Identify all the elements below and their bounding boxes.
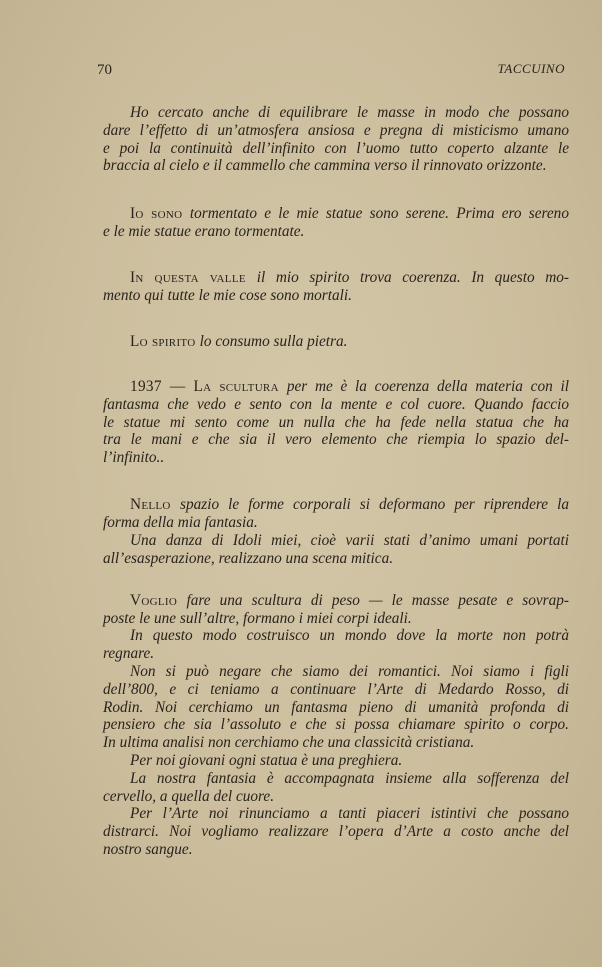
page-number: 70 [97, 62, 112, 78]
line-text: all’esasperazione, realizzano una scena mitica. [103, 549, 394, 567]
paragraph [103, 104, 569, 175]
line-text: lo consumo sulla pietra. [199, 333, 348, 350]
paragraph [103, 770, 569, 806]
paragraph [103, 532, 569, 568]
line-text: il mio spirito trova coerenza. In questo mo- [256, 269, 569, 286]
line-text: tormentato e le mie statue sono serene. Prima ero sereno [189, 205, 569, 222]
line-text: Per noi giovani ogni statua è una preghiera. [130, 752, 403, 769]
text-line [103, 805, 569, 823]
text-line [103, 788, 569, 806]
paragraph [103, 592, 569, 628]
line-text: braccia al cielo e il cammello che cammina verso il rinnovato orizzonte. [103, 157, 547, 175]
text-line [103, 823, 569, 841]
text-line [103, 414, 569, 432]
paragraph [103, 627, 569, 663]
text-line [103, 514, 569, 532]
line-text: regnare. [103, 644, 155, 662]
paragraph [103, 805, 569, 858]
line-text: poste le une sull’altre, formano i miei corpi ideali. [103, 609, 412, 627]
text-line [103, 841, 569, 859]
small-caps-lead: In questa valle [130, 269, 257, 286]
text-line [103, 770, 569, 788]
text-line [103, 396, 569, 414]
text-line [103, 287, 569, 305]
text-line [103, 716, 569, 734]
line-text: mento qui tutte le mie cose sono mortali. [103, 286, 352, 304]
line-text: fantasma che vedo e sento con la mente e col cuore. Quando faccio [103, 395, 569, 413]
line-text: Una danza di Idoli miei, cioè varii stati d’animo umani portati [130, 532, 569, 549]
text-line [103, 663, 569, 681]
text-line [103, 205, 569, 223]
text-line [103, 104, 569, 122]
text-line [103, 431, 569, 449]
text-line [103, 269, 569, 287]
text-line [103, 645, 569, 663]
line-text: La nostra fantasia è accompagnata insieme alla sofferenza del [130, 770, 569, 787]
text-line [103, 333, 569, 351]
small-caps-lead: Voglio [130, 592, 187, 609]
text-line [103, 699, 569, 717]
line-text: e le mie statue erano tormentate. [103, 222, 305, 240]
text-line [103, 610, 569, 628]
text-line [103, 140, 569, 158]
running-title: TACCUINO [497, 61, 565, 76]
text-line [103, 734, 569, 752]
paragraph [103, 205, 569, 241]
text-line [103, 122, 569, 140]
text-line [103, 496, 569, 514]
line-text: e poi la continuità dell’infinito con l’uomo tutto coperto alzante le [103, 139, 569, 157]
paragraph [103, 752, 569, 770]
small-caps-lead: Io sono [130, 205, 190, 222]
line-text: In questo modo costruisco un mondo dove la morte non potrà [130, 627, 569, 644]
line-text: pensiero che sia l’assoluto e che si possa chiamare spirito o corpo. [103, 716, 569, 734]
text-line [103, 681, 569, 699]
text-line [103, 378, 569, 396]
line-text: Non si può negare che siamo dei romantici. Noi siamo i figli [130, 663, 569, 680]
line-text: dare l’effetto di un’atmosfera ansiosa e pregna di misticismo umano [103, 121, 569, 139]
small-caps-lead: Lo spirito [130, 333, 200, 350]
line-text: nostro sangue. [103, 840, 193, 858]
line-text: per me è la coerenza della materia con il [286, 378, 569, 395]
line-text: tra le mani e che sia il vero elemento che riempia lo spazio del- [103, 431, 569, 449]
text-line [103, 627, 569, 645]
line-text: distrarci. Noi vogliamo realizzare l’opera d’Arte a costo anche del [103, 822, 569, 840]
line-text: l’infinito.. [103, 449, 165, 467]
line-text: cervello, a quella del cuore. [103, 787, 275, 805]
small-caps-lead: Nello [130, 496, 180, 513]
small-caps-lead: 1937 — La scultura [130, 378, 287, 395]
line-text: le statue mi sento come un nulla che ha fede nella statua che ha [103, 413, 569, 431]
line-text: Ho cercato anche di equilibrare le masse in modo che possano [130, 104, 569, 121]
text-line [103, 157, 569, 175]
paragraph [103, 496, 569, 532]
line-text: dell’800, e ci teniamo a continuare l’Arte di Medardo Rosso, di [103, 680, 569, 698]
text-line [103, 592, 569, 610]
line-text: Rodin. Noi cerchiamo un fantasma pieno di umanità profonda di [103, 698, 569, 716]
paragraph [103, 333, 569, 351]
text-line [103, 449, 569, 467]
line-text: forma della mia fantasia. [103, 513, 258, 531]
line-text: In ultima analisi non cerchiamo che una classicità cristiana. [103, 734, 475, 752]
text-line [103, 223, 569, 241]
paragraph [103, 378, 569, 467]
line-text: spazio le forme corporali si deformano per riprendere la [180, 496, 569, 513]
line-text: fare una scultura di peso — le masse pesate e sovrap- [186, 592, 569, 609]
text-line [103, 752, 569, 770]
text-line [103, 550, 569, 568]
paragraph [103, 269, 569, 305]
text-line [103, 532, 569, 550]
paragraph [103, 663, 569, 752]
line-text: Per l’Arte noi rinunciamo a tanti piaceri istintivi che possano [130, 805, 569, 822]
